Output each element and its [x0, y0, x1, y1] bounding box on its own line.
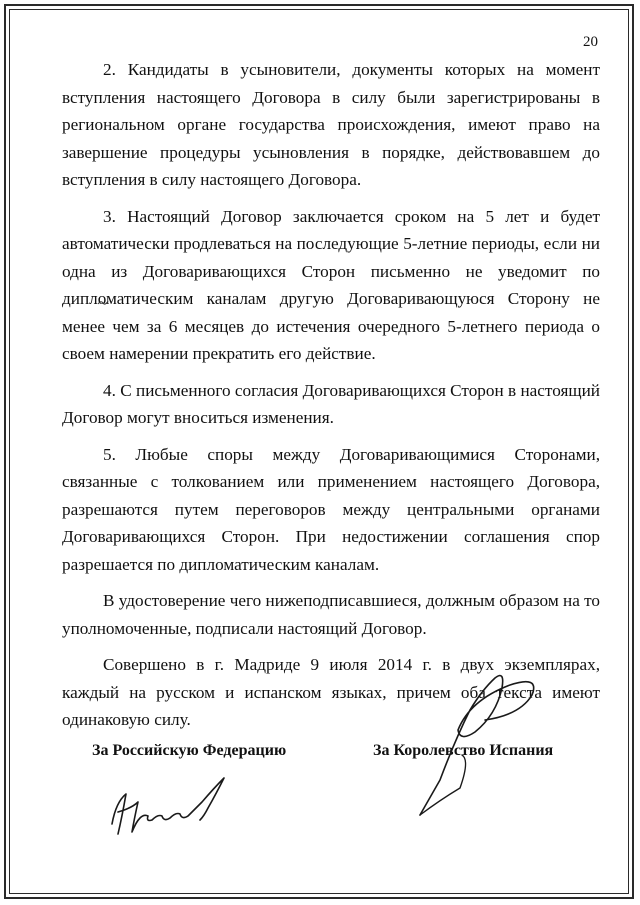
paragraph-4: 4. С письменного согласия Договаривающихся Сторон в настоящий Договор могут вноситься изменения.: [62, 380, 600, 427]
paragraph-2: 2. Кандидаты в усыновители, документы которых на момент вступления настоящего Договора в силу были зарегистрированы в региональном органе государства происхождения, имеют право на завершение процедуры усыновления в порядке, действовавшем до вступления в силу настоящего Договора.: [62, 60, 600, 189]
execution-clause: Совершено в г. Мадриде 9 июля 2014 г. в двух экземплярах, каждый на русском и испанском языках, причем оба текста имеют одинаковую силу.: [62, 655, 600, 729]
paragraph-5: 5. Любые споры между Договаривающимися Сторонами, связанные с толкованием или применением настоящего Договора, разрешаются путем переговоров между центральными органами Договаривающихся Сторон. При недостижении соглашения спор разрешается по дипломатическим каналам.: [62, 444, 600, 574]
signature-russia: [104, 772, 234, 842]
document-body: [62, 56, 600, 743]
signature-spain: [400, 660, 550, 820]
signatory-russia-label: За Российскую Федерацию: [92, 742, 287, 759]
witness-clause: В удостоверение чего нижеподписавшиеся, должным образом на то уполномоченные, подписали настоящий Договор.: [62, 591, 601, 638]
handwritten-tick-mark: [96, 298, 110, 312]
page-number: 20: [583, 34, 598, 50]
signatory-spain-label: За Королевство Испания: [373, 742, 554, 759]
paragraph-3: 3. Настоящий Договор заключается сроком на 5 лет и будет автоматически продлеваться на последующие 5-летние периоды, если ни одна из Договаривающихся Сторон письменно не уведомит по дипломатическим каналам другую Договаривающуюся Сторону не менее чем за 6 месяцев до истечения очередного 5-летнего периода о своем намерении прекратить его действие.: [62, 206, 600, 363]
